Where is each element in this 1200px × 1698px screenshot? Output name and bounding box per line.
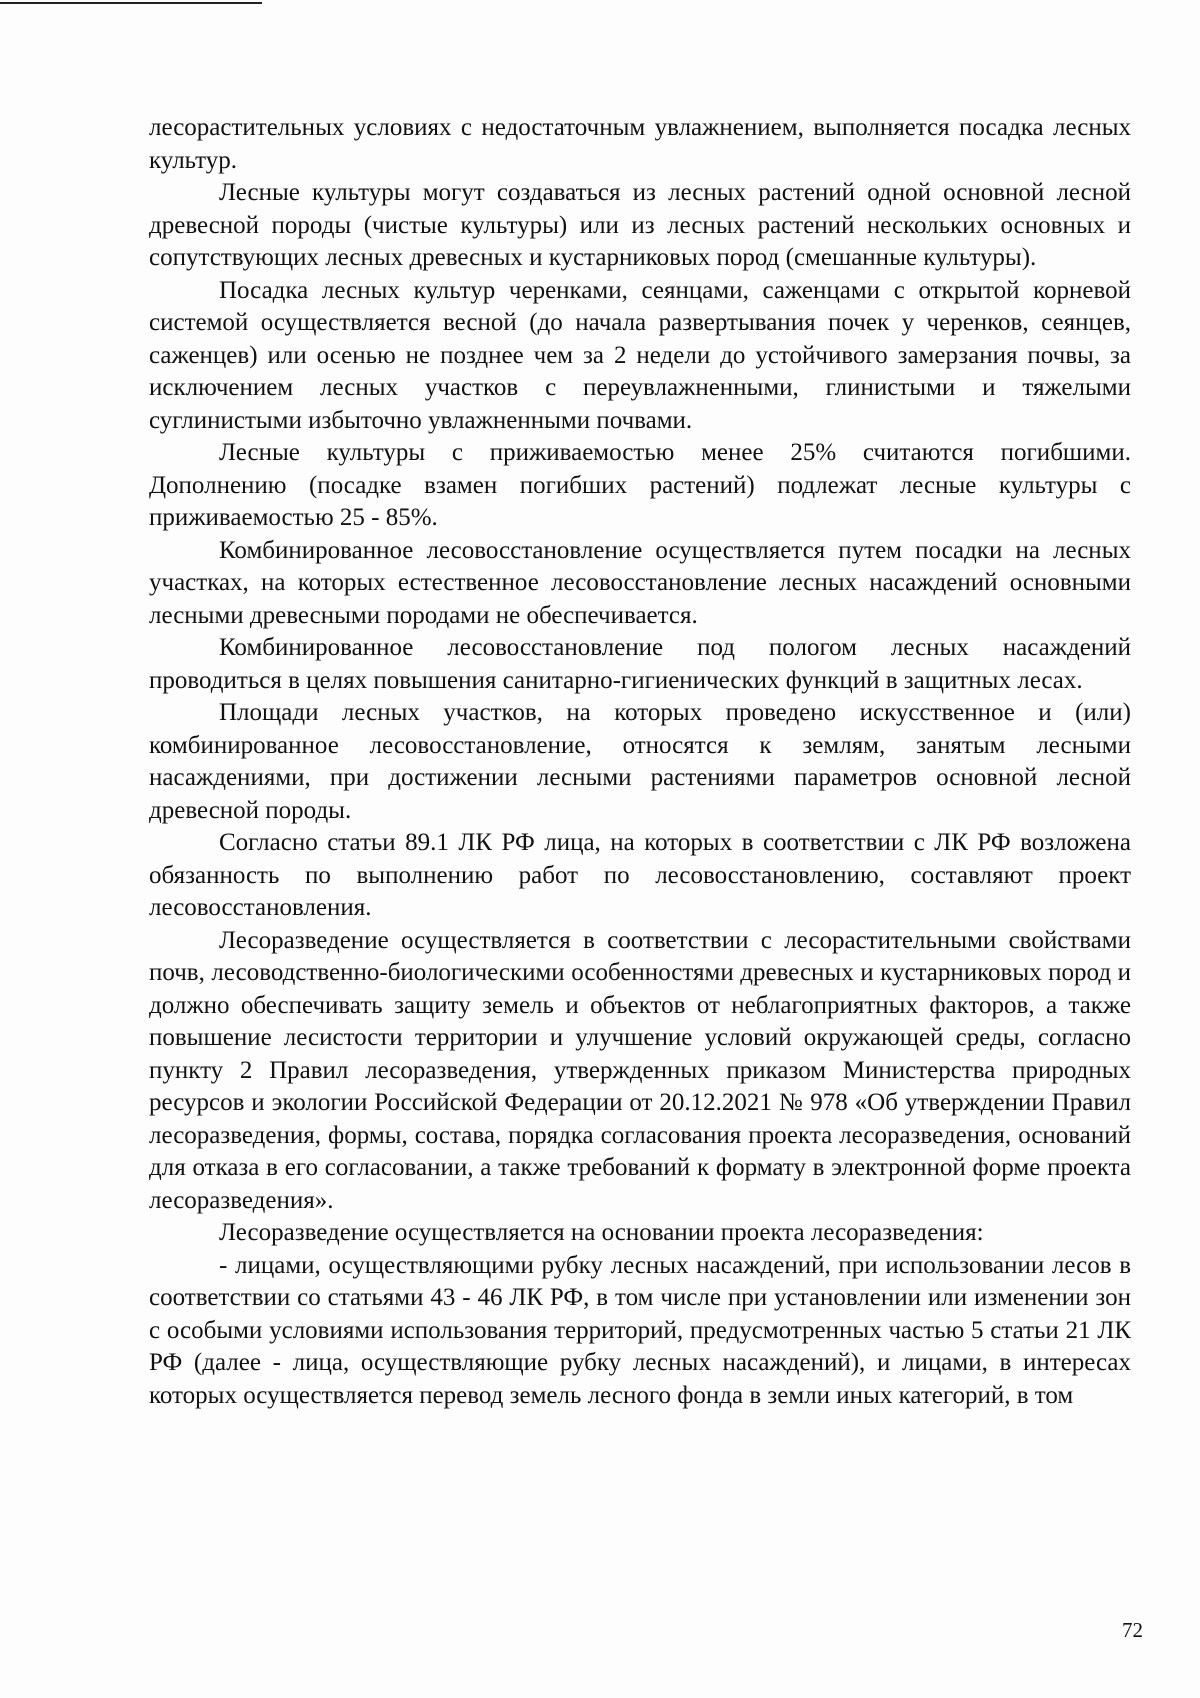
paragraph-afforestation-basis: Лесоразведение осуществляется на основании проекта лесоразведения: bbox=[219, 1219, 984, 1246]
paragraph-continuation: лесорастительных условиях с недостаточным увлажнением, выполняется посадка лесных культур. bbox=[149, 114, 1131, 174]
document-body bbox=[149, 112, 1131, 1412]
paragraph-combined-under-canopy: Комбинированное лесовосстановление под пологом лесных насаждений проводиться в целях повышения санитарно-гигиенических функций в защитных лесах. bbox=[149, 634, 1131, 694]
paragraph-reforested-areas: Площади лесных участков, на которых проведено искусственное и (или) комбинированное лесовосстановление, относятся к землям, занятым лесными насаждениями, при достижении лесными растениями параметров основной лесной древесной породы. bbox=[149, 699, 1131, 824]
paragraph-article-89-1: Согласно статьи 89.1 ЛК РФ лица, на которых в соответствии с ЛК РФ возложена обязанность по выполнению работ по лесовосстановлению, составляют проект лесовосстановления. bbox=[149, 829, 1131, 921]
paragraph-afforestation-rules: Лесоразведение осуществляется в соответствии с лесорастительными свойствами почв, лесоводственно-биологическими особенностями древесных и кустарниковых пород и должно обеспечивать защиту земель и объектов от неблагоприятных факторов, а также повышение лесистости территории и улучшение условий окружающей среды, согласно пункту 2 Правил лесоразведения, утвержденных приказом Министерства природных ресурсов и экологии Российской Федерации от 20.12.2021 № 978 «Об утверждении Правил лесоразведения, формы, состава, порядка согласования проекта лесоразведения, оснований для отказа в его согласовании, а также требований к формату в электронной форме проекта лесоразведения». bbox=[149, 926, 1131, 1214]
paragraph-survival-rate: Лесные культуры с приживаемостью менее 25% считаются погибшими. Дополнению (посадке взамен погибших растений) подлежат лесные культуры с приживаемостью 25 - 85%. bbox=[149, 439, 1131, 531]
paragraph-planting-season: Посадка лесных культур черенками, сеянцами, саженцами с открытой корневой системой осуществляется весной (до начала развертывания почек у черенков, сеянцев, саженцев) или осенью не позднее чем за 2 недели до устойчивого замерзания почвы, за исключением лесных участков с переувлажненными, глинистыми и тяжелыми суглинистыми избыточно увлажненными почвами. bbox=[149, 276, 1131, 434]
page-number: 72 bbox=[1122, 1618, 1143, 1642]
list-item-logging-persons: - лицами, осуществляющими рубку лесных насаждений, при использовании лесов в соответствии со статьями 43 - 46 ЛК РФ, в том числе при установлении или изменении зон с особыми условиями использования территорий, предусмотренных частью 5 статьи 21 ЛК РФ (далее - лица, осуществляющие рубку лесных насаждений), и лицами, в интересах которых осуществляется перевод земель лесного фонда в земли иных категорий, в том bbox=[149, 1251, 1131, 1409]
paragraph-forest-cultures-types: Лесные культуры могут создаваться из лесных растений одной основной лесной древесной породы (чистые культуры) или из лесных растений нескольких основных и сопутствующих лесных древесных и кустарниковых пород (смешанные культуры). bbox=[149, 179, 1131, 271]
paragraph-combined-reforestation: Комбинированное лесовосстановление осуществляется путем посадки на лесных участках, на которых естественное лесовосстановление лесных насаждений основными лесными древесными породами не обеспечивается. bbox=[149, 536, 1131, 629]
top-edge-rule bbox=[0, 2, 262, 4]
